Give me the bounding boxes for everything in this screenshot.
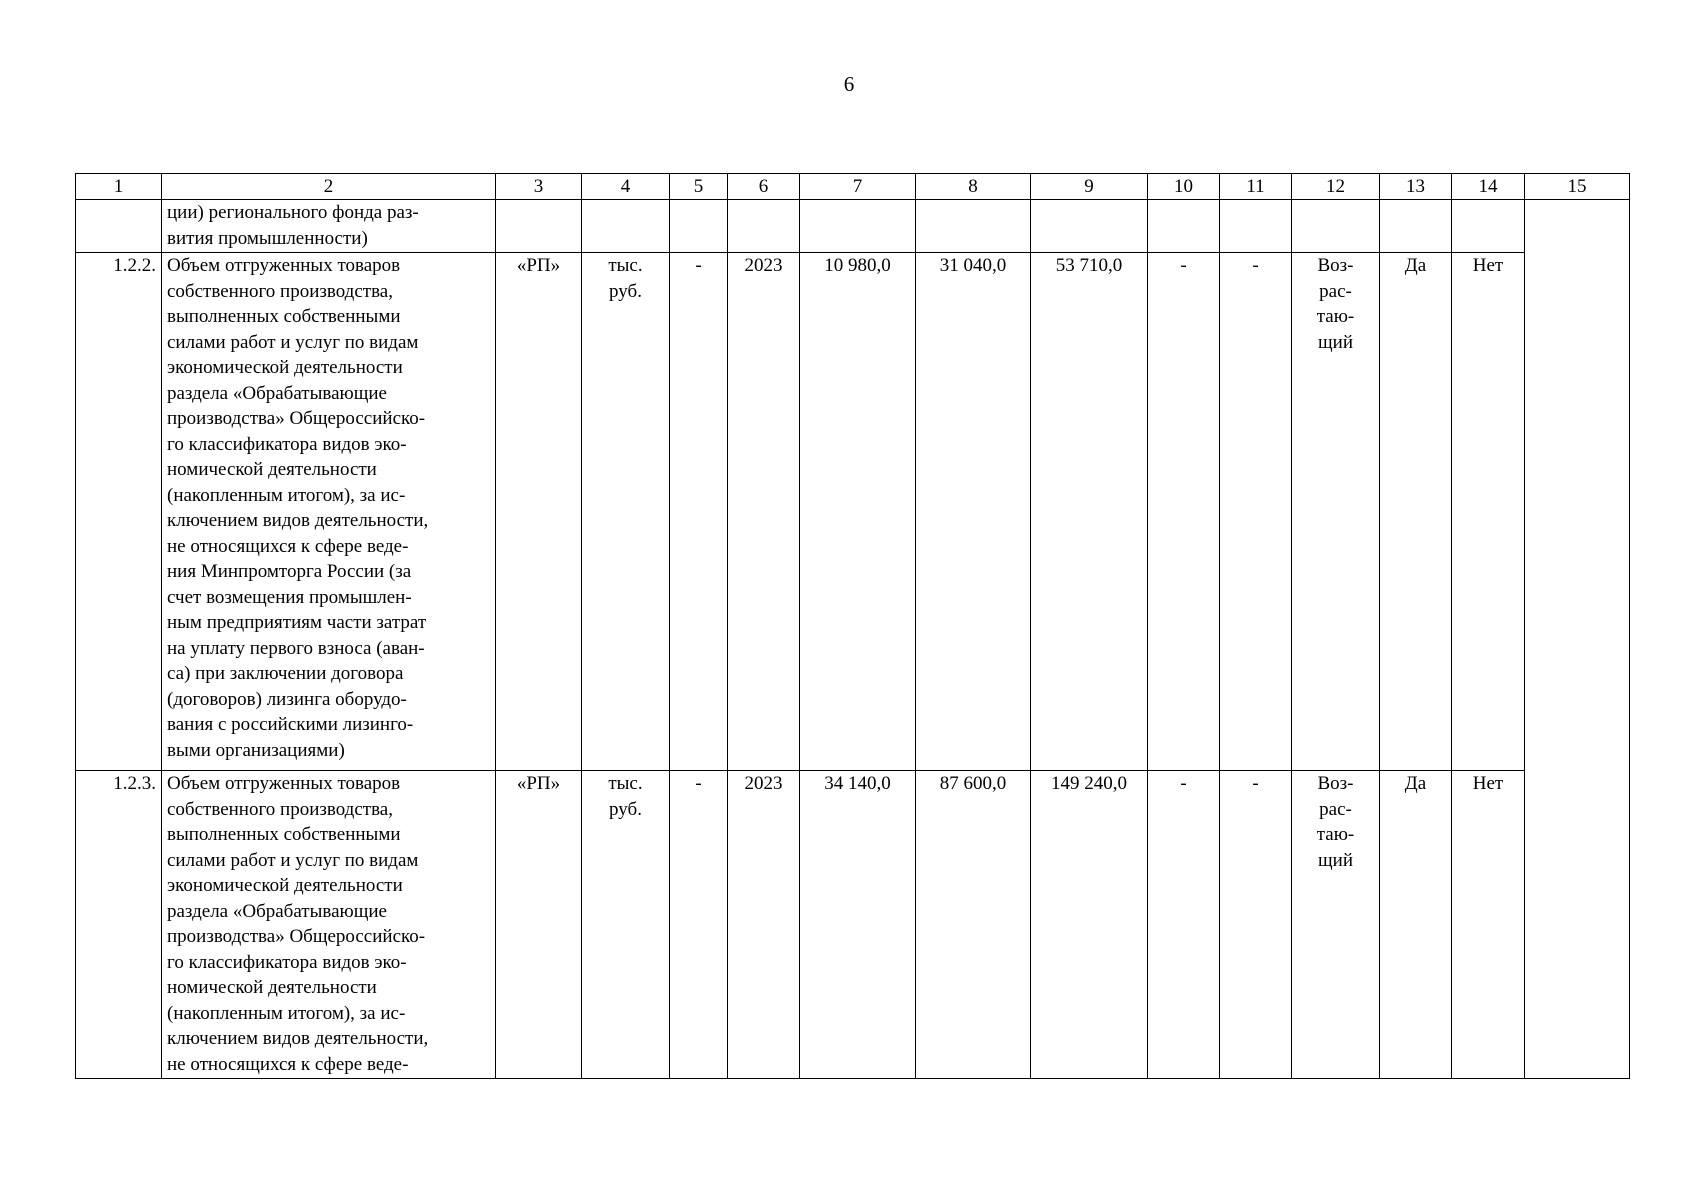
value-col-8: 87 600,0: [916, 771, 1031, 1079]
value-col-13: [1380, 200, 1452, 253]
trend-line: таю-: [1316, 306, 1355, 327]
trend-line: рас-: [1319, 280, 1352, 302]
indicator-name-line: ния Минпромторга России (за: [167, 561, 412, 582]
value-col-13: Да: [1380, 253, 1452, 771]
trend-type: [1292, 253, 1380, 771]
trend-line: рас-: [1319, 798, 1352, 820]
value-col-9: 53 710,0: [1031, 253, 1148, 771]
value-col-14: Нет: [1452, 771, 1525, 1079]
indicator-name-line: собственного производства,: [167, 798, 393, 820]
indicators-table: [75, 173, 1630, 1079]
indicator-name-line: раздела «Обрабатывающие: [167, 382, 387, 404]
indicator-name-line: ключением видов деятельности,: [167, 510, 429, 531]
indicator-name-line: не относящихся к сфере веде-: [167, 535, 409, 557]
indicator-name-line: не относящихся к сфере веде-: [167, 1053, 409, 1075]
indicator-name-line: номической деятельности: [167, 459, 377, 480]
value-col-7: 34 140,0: [800, 771, 916, 1079]
base-value: [670, 200, 728, 253]
indicator-name-line: силами работ и услуг по видам: [167, 849, 419, 871]
column-15-cell: [1525, 200, 1630, 1079]
header-cell: 9: [1031, 174, 1148, 200]
indicator-name-line: производства» Общероссийско-: [167, 408, 426, 429]
value-col-7: 10 980,0: [800, 253, 916, 771]
header-cell: 1: [76, 174, 162, 200]
value-col-11: -: [1220, 771, 1292, 1079]
table-row: [76, 253, 1630, 771]
indicator-name: [162, 771, 496, 1079]
trend-line: щий: [1318, 849, 1353, 871]
value-col-8: [916, 200, 1031, 253]
indicator-name-line: (накопленным итогом), за ис-: [167, 484, 406, 506]
indicator-name-line: (договоров) лизинга оборудо-: [167, 688, 407, 710]
indicator-name-line: го классификатора видов эко-: [167, 951, 407, 973]
value-col-9: 149 240,0: [1031, 771, 1148, 1079]
indicator-name-line: силами работ и услуг по видам: [167, 331, 419, 353]
indicator-number: [76, 200, 162, 253]
indicator-name-line: са) при заключении договора: [167, 663, 404, 684]
value-col-10: -: [1148, 771, 1220, 1079]
value-col-11: [1220, 200, 1292, 253]
indicator-name-line: ции) регионального фонда раз-: [167, 202, 419, 223]
indicator-name-line: счет возмещения промышлен-: [167, 586, 412, 608]
base-value: -: [670, 253, 728, 771]
indicator-name-line: на уплату первого взноса (аван-: [167, 637, 425, 659]
header-cell: 12: [1292, 174, 1380, 200]
header-cell: 7: [800, 174, 916, 200]
header-row: [76, 174, 1630, 200]
value-col-14: [1452, 200, 1525, 253]
header-cell: 14: [1452, 174, 1525, 200]
indicator-name-line: раздела «Обрабатывающие: [167, 900, 387, 922]
unit-of-measure: [582, 253, 670, 771]
unit-line: тыс.: [608, 255, 643, 276]
data-source: «РП»: [496, 253, 582, 771]
header-cell: 15: [1525, 174, 1630, 200]
table-body: [76, 200, 1630, 1079]
header-cell: 2: [162, 174, 496, 200]
table-header: [76, 174, 1630, 200]
header-cell: 8: [916, 174, 1031, 200]
header-cell: 13: [1380, 174, 1452, 200]
header-cell: 10: [1148, 174, 1220, 200]
unit-of-measure: [582, 200, 670, 253]
trend-line: Воз-: [1317, 773, 1354, 794]
trend-line: таю-: [1316, 824, 1355, 845]
unit-of-measure: [582, 771, 670, 1079]
trend-line: щий: [1318, 331, 1353, 353]
indicator-name-line: ным предприятиям части затрат: [167, 612, 427, 633]
base-year: 2023: [728, 771, 800, 1079]
indicator-name-line: выполненных собственными: [167, 306, 401, 327]
indicator-name-line: вания с российскими лизинго-: [167, 714, 414, 735]
indicator-name: [162, 200, 496, 253]
indicator-name-line: Объем отгруженных товаров: [167, 773, 401, 794]
trend-type: [1292, 771, 1380, 1079]
indicator-name-line: собственного производства,: [167, 280, 393, 302]
header-cell: 5: [670, 174, 728, 200]
unit-line: тыс.: [608, 773, 643, 794]
indicator-name-line: Объем отгруженных товаров: [167, 255, 401, 276]
table-row: [76, 771, 1630, 1079]
indicator-name-line: (накопленным итогом), за ис-: [167, 1002, 406, 1024]
indicator-name-line: экономической деятельности: [167, 875, 403, 896]
value-col-9: [1031, 200, 1148, 253]
indicator-name-line: ключением видов деятельности,: [167, 1028, 429, 1049]
base-value: -: [670, 771, 728, 1079]
table-row: [76, 200, 1630, 253]
value-col-10: [1148, 200, 1220, 253]
indicator-name-line: выполненных собственными: [167, 824, 401, 845]
base-year: 2023: [728, 253, 800, 771]
header-cell: 3: [496, 174, 582, 200]
trend-type: [1292, 200, 1380, 253]
indicator-name-line: выми организациями): [167, 739, 345, 761]
value-col-8: 31 040,0: [916, 253, 1031, 771]
trend-line: Воз-: [1317, 255, 1354, 276]
header-cell: 11: [1220, 174, 1292, 200]
indicator-name-line: вития промышленности): [167, 227, 368, 249]
indicator-number: 1.2.3.: [76, 771, 162, 1079]
indicator-name-line: производства» Общероссийско-: [167, 926, 426, 947]
header-cell: 4: [582, 174, 670, 200]
unit-line: руб.: [609, 798, 642, 820]
indicator-name-line: го классификатора видов эко-: [167, 433, 407, 455]
value-col-11: -: [1220, 253, 1292, 771]
value-col-7: [800, 200, 916, 253]
value-col-14: Нет: [1452, 253, 1525, 771]
page-number: 6: [843, 72, 855, 96]
indicator-name-line: экономической деятельности: [167, 357, 403, 378]
value-col-10: -: [1148, 253, 1220, 771]
header-cell: 6: [728, 174, 800, 200]
indicator-number: 1.2.2.: [76, 253, 162, 771]
indicator-name-line: номической деятельности: [167, 977, 377, 998]
data-source: [496, 200, 582, 253]
base-year: [728, 200, 800, 253]
data-source: «РП»: [496, 771, 582, 1079]
unit-line: руб.: [609, 280, 642, 302]
value-col-13: Да: [1380, 771, 1452, 1079]
indicator-name: [162, 253, 496, 771]
